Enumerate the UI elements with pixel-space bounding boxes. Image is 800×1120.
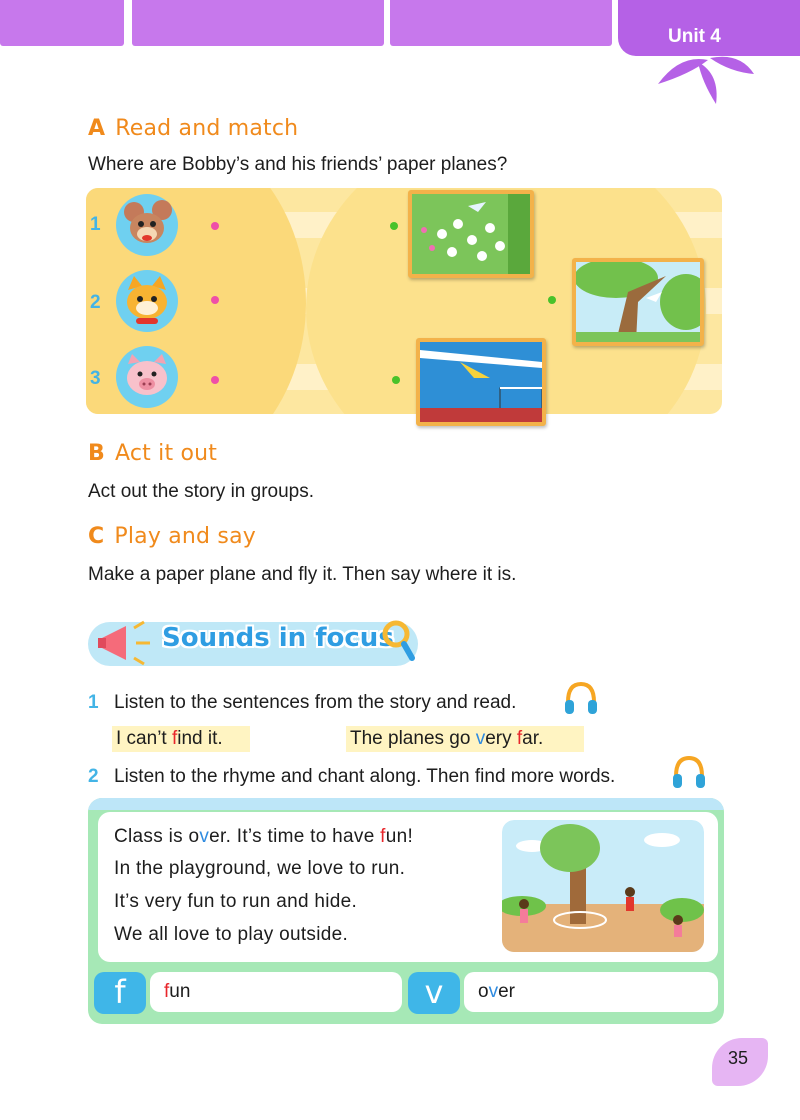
rhyme-line-1-highlight-v: v <box>199 826 210 847</box>
headphones-icon[interactable] <box>672 754 706 792</box>
section-b-instruction: Act out the story in groups. <box>88 481 315 502</box>
pig-icon <box>116 346 178 408</box>
cat-avatar <box>116 270 178 332</box>
section-c-title: Play and say <box>114 524 256 549</box>
section-a-title: Read and match <box>115 116 299 141</box>
sentence-2-pre: The planes go <box>350 728 476 749</box>
section-c-letter: C <box>88 524 105 549</box>
section-b-letter: B <box>88 441 105 466</box>
headphones-icon[interactable] <box>564 680 598 718</box>
exercise-2-instruction: Listen to the rhyme and chant along. Then find more words. <box>114 766 616 787</box>
match-dot-right-3[interactable] <box>392 376 400 384</box>
word-v-pre: o <box>478 981 489 1002</box>
rhyme-line-3: It’s very fun to run and hide. <box>114 891 358 912</box>
section-a-letter: A <box>88 116 106 141</box>
section-a-instruction: Where are Bobby’s and his friends’ paper planes? <box>88 154 508 175</box>
sentence-2-highlight-f: f <box>516 728 523 749</box>
table-tennis-picture <box>416 338 546 426</box>
sentence-2-post: ar. <box>522 728 544 749</box>
sentence-1 <box>112 726 250 752</box>
rhyme-line-1-mid: er. It’s time to have <box>209 826 381 847</box>
table-tennis-illustration <box>420 342 542 422</box>
flowers-illustration <box>412 194 530 274</box>
letter-badge-f: f <box>94 972 146 1014</box>
top-tab-2 <box>132 0 384 46</box>
playground-illustration <box>502 820 704 952</box>
sounds-banner-title: Sounds in focus <box>162 623 394 653</box>
top-tab-1 <box>0 0 124 46</box>
word-box-f <box>150 972 402 1012</box>
match-dot-left-1[interactable] <box>211 222 219 230</box>
rhyme-line-4: We all love to play outside. <box>114 924 349 945</box>
row-number-1: 1 <box>90 214 101 235</box>
section-c-heading <box>88 524 256 549</box>
sentence-2-mid: ery <box>485 728 517 749</box>
magnifier-icon <box>380 618 416 666</box>
rhyme-box-top-band <box>88 798 724 810</box>
page-number: 35 <box>728 1048 749 1068</box>
unit-label: Unit 4 <box>668 26 721 47</box>
rhyme-line-2: In the playground, we love to run. <box>114 858 406 879</box>
section-b-title: Act it out <box>114 441 218 466</box>
word-f-rest: un <box>169 981 191 1002</box>
sentence-2-highlight-v: v <box>475 728 486 749</box>
sentence-1-pre: I can’t <box>116 728 172 749</box>
rhyme-line-1-highlight-f: f <box>380 826 386 847</box>
tree-picture <box>572 258 704 346</box>
tree-illustration <box>576 262 700 342</box>
match-dot-right-2[interactable] <box>548 296 556 304</box>
word-v-highlight: v <box>488 981 499 1002</box>
match-dot-left-2[interactable] <box>211 296 219 304</box>
exercise-2-number: 2 <box>88 766 99 787</box>
pig-avatar <box>116 346 178 408</box>
mouse-icon <box>116 194 178 256</box>
exercise-1-instruction: Listen to the sentences from the story and read. <box>114 692 517 713</box>
exercise-1-number: 1 <box>88 692 99 713</box>
megaphone-icon <box>96 618 160 668</box>
row-number-2: 2 <box>90 292 101 313</box>
section-b-heading <box>88 441 217 466</box>
flowers-picture <box>408 190 534 278</box>
row-number-3: 3 <box>90 368 101 389</box>
rhyme-line-1-pre: Class is o <box>114 826 200 847</box>
section-a-heading <box>88 116 298 141</box>
word-box-v <box>464 972 718 1012</box>
sentence-2 <box>346 726 584 752</box>
word-v-rest: er <box>498 981 515 1002</box>
sentence-1-post: ind it. <box>177 728 223 749</box>
rhyme-line-1-post: un! <box>385 826 414 847</box>
match-dot-right-1[interactable] <box>390 222 398 230</box>
rhyme-line-1 <box>114 826 413 848</box>
flower-petal-decoration <box>650 44 760 106</box>
word-f-highlight: f <box>164 981 170 1002</box>
top-tab-3 <box>390 0 612 46</box>
match-dot-left-3[interactable] <box>211 376 219 384</box>
sentence-1-highlight: f <box>171 728 178 749</box>
cat-icon <box>116 270 178 332</box>
letter-badge-v: v <box>408 972 460 1014</box>
section-c-instruction: Make a paper plane and fly it. Then say where it is. <box>88 564 517 585</box>
mouse-avatar <box>116 194 178 256</box>
